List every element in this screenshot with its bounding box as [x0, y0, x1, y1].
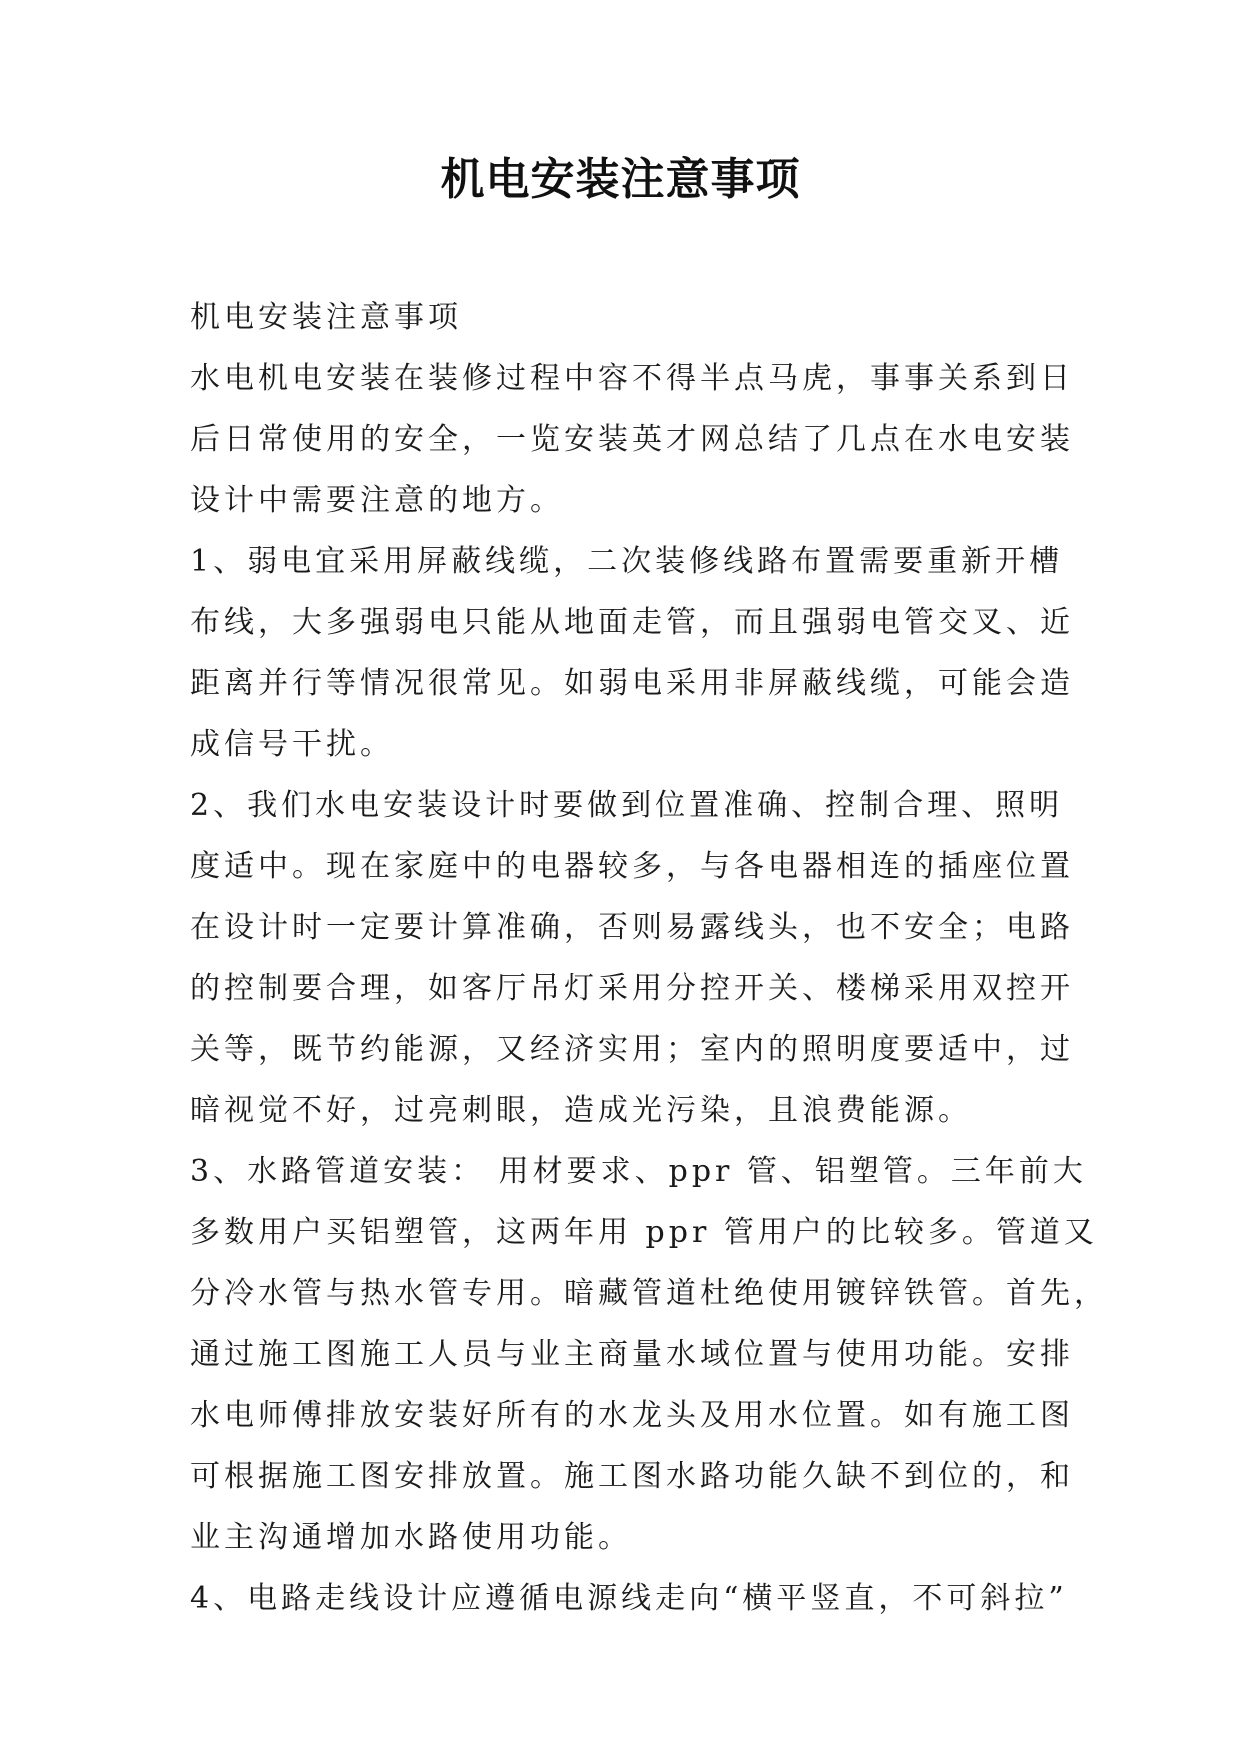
paragraph-item-1 — [190, 531, 1074, 775]
text-line: 可根据施工图安排放置。施工图水路功能久缺不到位的，和 — [190, 1459, 1074, 1494]
paragraph-subtitle — [190, 287, 1050, 348]
text-line: 后日常使用的安全，一览安装英才网总结了几点在水电安装 — [190, 422, 1074, 457]
text-line: 业主沟通增加水路使用功能。 — [190, 1520, 632, 1555]
text-line: 关等，既节约能源，又经济实用；室内的照明度要适中，过 — [190, 1032, 1074, 1067]
text-line: 在设计时一定要计算准确，否则易露线头，也不安全；电路 — [190, 910, 1074, 945]
text-line: 水电师傅排放安装好所有的水龙头及用水位置。如有施工图 — [190, 1398, 1074, 1433]
text-line: 4、电路走线设计应遵循电源线走向“横平竖直，不可斜拉” — [190, 1581, 1068, 1616]
text-line: 的控制要合理，如客厅吊灯采用分控开关、楼梯采用双控开 — [190, 971, 1074, 1006]
paragraph-intro — [190, 348, 1074, 531]
text-line: 机电安装注意事项 — [190, 300, 462, 335]
document-title: 机电安装注意事项 — [440, 154, 801, 205]
text-line: 3、水路管道安装： 用材要求、ppr 管、铝塑管。三年前大 — [190, 1154, 1087, 1189]
text-line: 多数用户买铝塑管，这两年用 ppr 管用户的比较多。管道又 — [190, 1215, 1098, 1250]
text-line: 分冷水管与热水管专用。暗藏管道杜绝使用镀锌铁管。首先， — [190, 1276, 1108, 1311]
text-line: 2、我们水电安装设计时要做到位置准确、控制合理、照明 — [190, 788, 1064, 823]
document-body — [190, 287, 1108, 1629]
text-line: 布线，大多强弱电只能从地面走管，而且强弱电管交叉、近 — [190, 605, 1074, 640]
paragraph-item-2 — [190, 775, 1074, 1141]
text-line: 水电机电安装在装修过程中容不得半点马虎，事事关系到日 — [190, 361, 1074, 396]
text-line: 暗视觉不好，过亮刺眼，造成光污染，且浪费能源。 — [190, 1093, 972, 1128]
text-line: 1、弱电宜采用屏蔽线缆，二次装修线路布置需要重新开槽 — [190, 544, 1064, 579]
paragraph-item-4 — [190, 1568, 1068, 1629]
text-line: 度适中。现在家庭中的电器较多，与各电器相连的插座位置 — [190, 849, 1074, 884]
text-line: 通过施工图施工人员与业主商量水域位置与使用功能。安排 — [190, 1337, 1074, 1372]
text-line: 成信号干扰。 — [190, 727, 394, 762]
text-line: 距离并行等情况很常见。如弱电采用非屏蔽线缆，可能会造 — [190, 666, 1074, 701]
paragraph-item-3 — [190, 1141, 1108, 1568]
text-line: 设计中需要注意的地方。 — [190, 483, 564, 518]
